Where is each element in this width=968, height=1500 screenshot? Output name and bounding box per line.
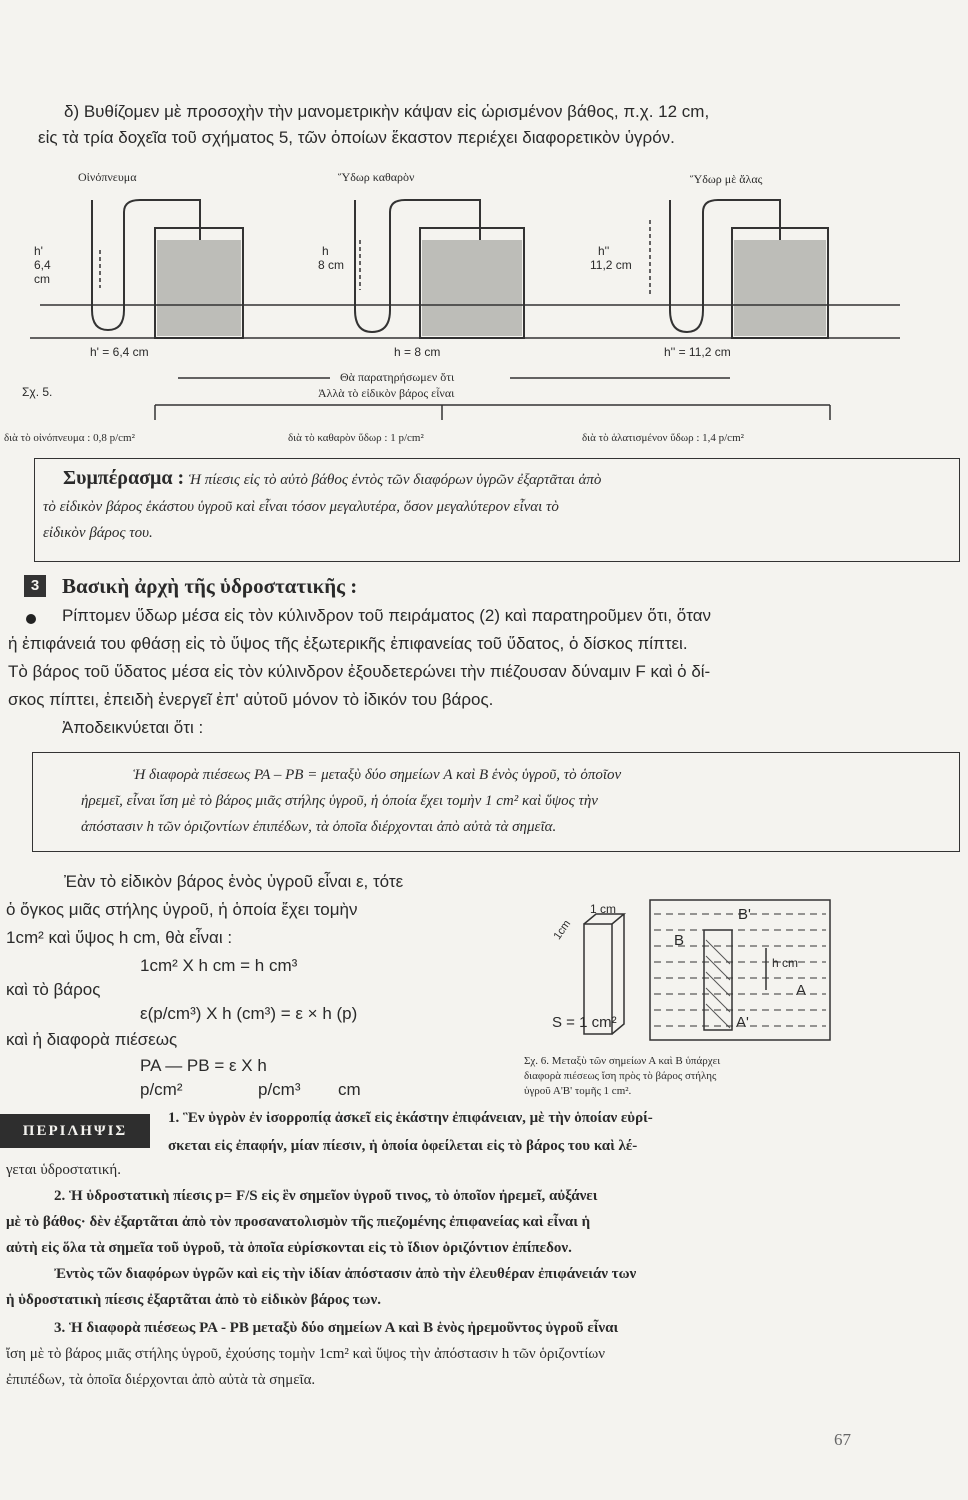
- principle-line-3: ἀπόστασιν h τῶν ὁριζοντίων ἐπιπέδων, τὰ ὁποῖα διέρχονται ἀπὸ αὐτὰ τὰ σημεῖα.: [81, 819, 557, 835]
- fig5-right-v: 11,2 cm: [590, 258, 632, 272]
- fig6-b: B: [674, 932, 685, 949]
- fig5-left-v2: cm: [34, 272, 50, 286]
- intro-line-1: δ) Βυθίζομεν μὲ προσοχὴν τὴν μανομετρικὴν κάψαν εἰς ὡρισμένον βάθος, π.χ. 12 cm,: [64, 102, 710, 121]
- section-p3: Τὸ βάρος τοῦ ὕδατος μέσα εἰς τὸν κύλινδρον ἐξουδετερώνει τὴν πιέζουσαν δύναμιν F καὶ ὁ δί-: [8, 662, 711, 681]
- summary-3b: ἴση μὲ τὸ βάρος μιᾶς στήλης ὑγροῦ, ἐχούσης τομὴν 1cm² καὶ ὕψος τὴν ἀπόστασιν h τῶν ὁριζοντίων: [6, 1346, 606, 1362]
- principle-box: [32, 752, 960, 852]
- fig5-right-h: h'': [598, 244, 610, 258]
- section-p4: σκος πίπτει, ἐπειδὴ ἐνεργεῖ ἐπ' αὐτοῦ μόνον τὸ ἰδικόν του βάρος.: [8, 690, 494, 709]
- conclusion-line-2: τὸ εἰδικὸν βάρος ἑκάστου ὑγροῦ καὶ εἶναι τόσον μεγαλυτέρα, ὅσον μεγαλύτερον εἶναι τὸ: [43, 499, 559, 515]
- fig6-caption-3: ὑγροῦ Α'Β' τομῆς 1 cm².: [524, 1085, 632, 1097]
- conclusion-line-1: Ἡ πίεσις εἰς τὸ αὐτὸ βάθος ἐντὸς τῶν διαφόρων ὑγρῶν ἐξαρτᾶται ἀπὸ: [188, 472, 602, 488]
- summary-2c: αὐτὴ εἰς ὅλα τὰ σημεῖα τοῦ ὑγροῦ, τὰ ὁποῖα εὑρίσκονται εἰς τὸ ἴδιον ὁριζόντιον ἐπίπεδον.: [6, 1240, 572, 1256]
- fig6-col-label: 1 cm: [590, 902, 617, 916]
- derivation-unit-1: p/cm²: [140, 1080, 183, 1099]
- fig5-label-salt-water: Ὕδωρ μὲ ἅλας: [690, 172, 763, 186]
- fig6-a: A: [796, 982, 807, 999]
- fig5-label-alcohol: Οἰνόπνευμα: [78, 170, 137, 184]
- figure-5: [0, 160, 968, 460]
- summary-label: ΠΕΡΙΛΗΨΙΣ: [0, 1114, 150, 1148]
- derivation-eq-2: ε(p/cm³) X h (cm³) = ε × h (p): [140, 1004, 358, 1023]
- fig5-weight-pure: διὰ τὸ καθαρὸν ὕδωρ : 1 p/cm²: [288, 432, 424, 444]
- fig6-caption-2: διαφορὰ πιέσεως ἴση πρὸς τὸ βάρος στήλης: [524, 1070, 717, 1082]
- derivation-unit-3: cm: [338, 1080, 361, 1099]
- fig6-b-prime: B': [738, 906, 751, 923]
- section-number-badge: 3: [24, 575, 46, 597]
- fig5-bottom-left: h' = 6,4 cm: [90, 345, 149, 359]
- summary-2e: ἡ ὑδροστατικὴ πίεσις ἐξαρτᾶται ἀπὸ τὸ εἰδικὸν βάρος των.: [6, 1292, 381, 1308]
- derivation-line-4: καὶ τὸ βάρος: [6, 980, 101, 999]
- fig6-hatched-column: [704, 930, 732, 1030]
- page-number: 67: [834, 1430, 851, 1449]
- figure-6: [530, 890, 960, 1050]
- fig5-caption: Σχ. 5.: [22, 385, 53, 399]
- fig5-mid-h: h: [322, 244, 329, 258]
- section-p5: Ἀποδεικνύεται ὅτι :: [62, 718, 204, 737]
- fig5-bottom-right: h'' = 11,2 cm: [664, 345, 731, 359]
- fig5-drawing: [0, 160, 968, 460]
- principle-line-1: Ἡ διαφορὰ πιέσεως PA – PB = μεταξὺ δύο σημείων A καὶ B ἑνὸς ὑγροῦ, τὸ ὁποῖον: [133, 767, 622, 783]
- section-p2: ἡ ἐπιφάνειά του φθάσῃ εἰς τὸ ὕψος τῆς ἐξωτερικῆς ἐπιφανείας τοῦ ὕδατος, ὁ δίσκος πίπτει.: [8, 634, 688, 653]
- fig5-bottom-mid: h = 8 cm: [394, 345, 441, 359]
- derivation-eq-3: PA — PB = ε X h: [140, 1056, 267, 1075]
- summary-3a: 3. Ἡ διαφορὰ πιέσεως PA - PB μεταξὺ δύο σημείων Α καὶ Β ἑνὸς ἠρεμοῦντος ὑγροῦ εἶναι: [54, 1320, 619, 1336]
- fig5-label-pure-water: Ὕδωρ καθαρὸν: [338, 170, 415, 184]
- derivation-line-1: Ἐὰν τὸ εἰδικὸν βάρος ἑνὸς ὑγροῦ εἶναι ε, τότε: [64, 872, 404, 891]
- conclusion-box: [34, 458, 960, 562]
- fig5-left-v1: 6,4: [34, 258, 51, 272]
- summary-2d: Ἐντὸς τῶν διαφόρων ὑγρῶν καὶ εἰς τὴν ἰδίαν ἀπόστασιν ἀπὸ τὴν ἐλευθέραν ἐπιφάνειάν των: [54, 1266, 637, 1282]
- summary-2a: 2. Ἡ ὑδροστατικὴ πίεσις p= F/S εἰς ἓν σημεῖον ὑγροῦ τινος, τὸ ὁποῖον ἠρεμεῖ, αὐξάνει: [54, 1188, 598, 1204]
- section-p1: Ρίπτομεν ὕδωρ μέσα εἰς τὸν κύλινδρον τοῦ πειράματος (2) καὶ παρατηροῦμεν ὅτι, ὅταν: [62, 606, 712, 625]
- intro-line-2: εἰς τὰ τρία δοχεῖα τοῦ σχήματος 5, τῶν ὁποίων ἕκαστον περιέχει διαφορετικὸν ὑγρόν.: [38, 128, 675, 147]
- fig6-a-prime: A': [736, 1014, 749, 1031]
- derivation-line-2: ὁ ὄγκος μιᾶς στήλης ὑγροῦ, ἡ ὁποία ἔχει τομὴν: [6, 900, 358, 919]
- derivation-unit-2: p/cm³: [258, 1080, 301, 1099]
- summary-1c: γεται ὑδροστατική.: [6, 1162, 122, 1178]
- principle-line-2: ἠρεμεῖ, εἶναι ἴση μὲ τὸ βάρος μιᾶς στήλης ὑγροῦ, ἡ ὁποία ἔχει τομὴν 1 cm² καὶ ὕψος τὴν: [81, 793, 598, 809]
- fig5-mid-v: 8 cm: [318, 258, 345, 272]
- bullet-icon: [26, 614, 36, 624]
- summary-1a: 1. Ἓν ὑγρὸν ἐν ἰσορροπίᾳ ἀσκεῖ εἰς ἑκάστην ἐπιφάνειαν, μὲ τὴν ὁποίαν εὑρί-: [168, 1110, 653, 1126]
- section-heading: Βασικὴ ἀρχὴ τῆς ὑδροστατικῆς :: [62, 574, 358, 598]
- summary-3c: ἐπιπέδων, τὰ ὁποῖα διέρχονται ἀπὸ αὐτὰ τὰ σημεῖα.: [6, 1372, 316, 1388]
- fig6-h-cm: h cm: [772, 956, 799, 970]
- conclusion-title: Συμπέρασμα :: [63, 467, 185, 489]
- fig6-caption-1: Σχ. 6. Μεταξὺ τῶν σημείων Α καὶ Β ὑπάρχει: [524, 1055, 721, 1067]
- fig5-weight-salt: διὰ τὸ ἁλατισμένον ὕδωρ : 1,4 p/cm²: [582, 432, 744, 444]
- summary-1b: σκεται εἰς ἐπαφήν, μίαν πίεσιν, ἡ ὁποία ὀφείλεται εἰς τὸ βάρος του καὶ λέ-: [168, 1138, 638, 1154]
- derivation-eq-1: 1cm² X h cm = h cm³: [140, 956, 298, 975]
- derivation-line-3: 1cm² καὶ ὕψος h cm, θὰ εἶναι :: [6, 928, 233, 947]
- fig6-col-side: 1cm: [551, 918, 574, 942]
- conclusion-line-3: εἰδικὸν βάρος του.: [43, 525, 153, 541]
- fig5-left-h: h': [34, 244, 43, 258]
- fig6-s-label: S = 1 cm²: [552, 1014, 617, 1031]
- fig5-observe: Θὰ παρατηρήσωμεν ὅτι: [340, 370, 455, 384]
- fig5-weight-alcohol: διὰ τὸ οἰνόπνευμα : 0,8 p/cm²: [4, 432, 135, 444]
- summary-2b: μὲ τὸ βάθος· δὲν ἐξαρτᾶται ἀπὸ τὸν προσανατολισμὸν τῆς πιεζομένης ἐπιφανείας καὶ εἶναι ἡ: [6, 1214, 591, 1230]
- derivation-line-5: καὶ ἡ διαφορὰ πιέσεως: [6, 1030, 178, 1049]
- fig5-but: Ἀλλὰ τὸ εἰδικὸν βάρος εἶναι: [318, 386, 455, 400]
